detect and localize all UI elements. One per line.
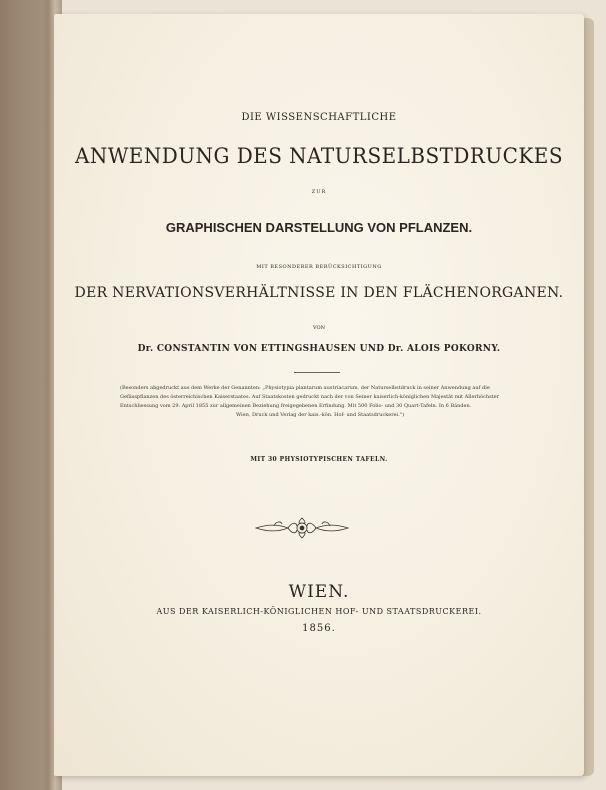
short-divider (294, 372, 340, 373)
title-page (54, 14, 584, 776)
floral-ornament-icon (254, 514, 350, 542)
secondary-title: DER NERVATIONSVERHÄLTNISSE IN DEN FLÄCHENORGANEN. (74, 285, 564, 301)
subtitle-note: MIT BESONDERER BERÜCKSICHTIGUNG (256, 264, 382, 270)
description-line: Gefässpflanzen des österreichischen Kaiserstaates. Auf Staatskosten gedruckt nach der von Seiner kaiserlich-königlichen Majestät mit Allerhöchster (120, 394, 499, 400)
title-connector-von: VON (313, 325, 325, 331)
description-line: (Besonders abgedruckt aus dem Werke der Genannten: „Physiotypia plantarum austriacarum, der Naturselbstdruck in seiner Anwendung auf die (120, 385, 490, 391)
plates-note: MIT 30 PHYSIOTYPISCHEN TAFELN. (250, 456, 388, 463)
subtitle: GRAPHISCHEN DARSTELLUNG VON PFLANZEN. (165, 220, 473, 235)
description-block (120, 384, 520, 420)
description-line: Entschliessung vom 29. April 1855 zur allgemeinen Beziehung freigegebenen Erfindung. Mit 500 Folio- und 30 Quart-Tafeln. In 6 Bänden. (120, 403, 472, 409)
description-line: Wien, Druck und Verlag der kais.-kön. Hof- und Staatsdruckerei.") (235, 412, 405, 418)
year: 1856. (302, 623, 336, 634)
authors: Dr. CONSTANTIN VON ETTINGSHAUSEN UND Dr. ALOIS POKORNY. (137, 344, 501, 354)
city: WIEN. (288, 582, 350, 602)
title-connector-zur: ZUR (311, 189, 327, 195)
title-line-1: DIE WISSENSCHAFTLICHE (241, 112, 397, 123)
main-title: ANWENDUNG DES NATURSELBSTDRUCKES (75, 144, 563, 168)
publisher: AUS DER KAISERLICH-KÖNIGLICHEN HOF- UND STAATSDRUCKEREI. (156, 607, 482, 616)
